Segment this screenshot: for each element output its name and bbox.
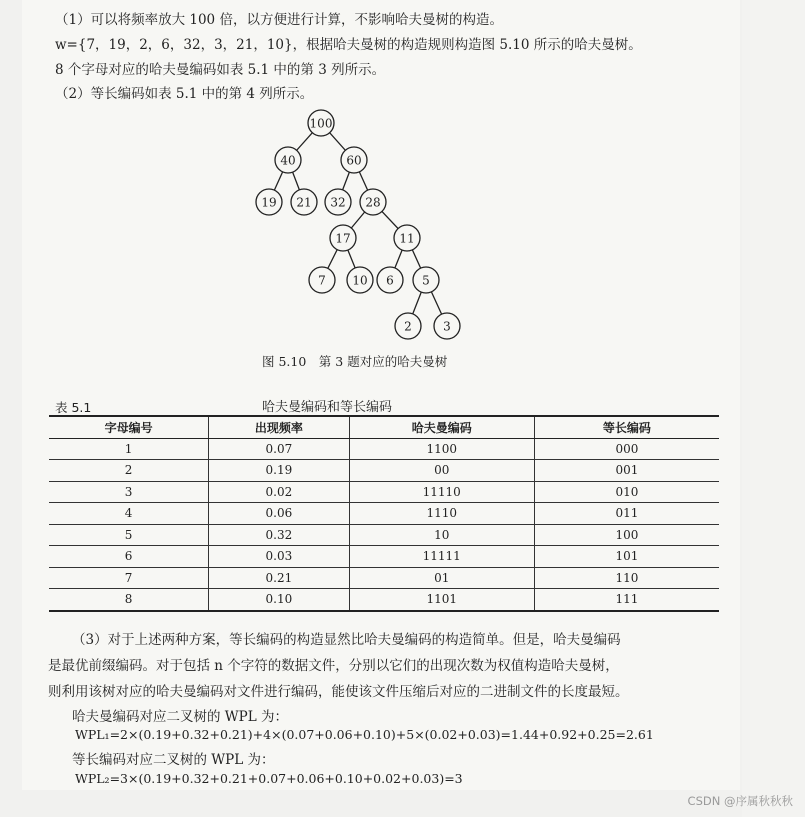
paragraph-1-line-2: w={7，19，2，6，32，3，21，10}，根据哈夫曼树的构造规则构造图 5.10 所示的哈夫曼树。 (55, 37, 642, 53)
tree-node-label: 17 (335, 231, 351, 246)
huffman-tree-svg (200, 108, 530, 348)
cell-huffman-code: 1100 (349, 438, 534, 460)
cell-letter-number: 5 (49, 524, 209, 546)
cell-huffman-code: 1101 (349, 589, 534, 611)
tree-node-label: 60 (346, 153, 362, 168)
cell-letter-number: 6 (49, 546, 209, 568)
tree-node-label: 28 (365, 195, 381, 210)
table-row (49, 524, 719, 546)
cell-letter-number: 8 (49, 589, 209, 611)
huffman-tree-figure (200, 108, 530, 348)
cell-fixed-length-code: 011 (534, 503, 719, 525)
cell-fixed-length-code: 101 (534, 546, 719, 568)
cell-huffman-code: 11111 (349, 546, 534, 568)
conclusion-line-2: 是最优前缀编码。对于包括 n 个字符的数据文件，分别以它们的出现次数为权值构造哈夫曼树， (48, 658, 619, 674)
cell-letter-number: 3 (49, 481, 209, 503)
wpl-huffman-formula: WPL₁=2×(0.19+0.32+0.21)+4×(0.07+0.06+0.10)+5×(0.02+0.03)=1.44+0.92+0.25=2.61 (75, 727, 654, 742)
cell-frequency: 0.07 (209, 438, 349, 460)
tree-node-label: 6 (386, 273, 394, 288)
cell-fixed-length-code: 010 (534, 481, 719, 503)
right-margin-strip (742, 0, 805, 817)
table-row (49, 438, 719, 460)
cell-frequency: 0.02 (209, 481, 349, 503)
tree-node-label: 10 (352, 273, 368, 288)
table-row (49, 503, 719, 525)
paragraph-1-line-1: （1）可以将频率放大 100 倍，以方便进行计算，不影响哈夫曼树的构造。 (55, 12, 503, 28)
encoding-table (49, 415, 719, 612)
cell-letter-number: 1 (49, 438, 209, 460)
table-row (49, 546, 719, 568)
cell-huffman-code: 10 (349, 524, 534, 546)
tree-node-label: 40 (280, 153, 296, 168)
wpl-fixed-formula: WPL₂=3×(0.19+0.32+0.21+0.07+0.06+0.10+0.02+0.03)=3 (75, 771, 463, 786)
header-fixed-length-code: 等长编码 (534, 416, 719, 438)
cell-frequency: 0.10 (209, 589, 349, 611)
table-row (49, 567, 719, 589)
paragraph-1-line-3: 8 个字母对应的哈夫曼编码如表 5.1 中的第 3 列所示。 (55, 62, 386, 78)
table-row (49, 481, 719, 503)
tree-node-label: 11 (399, 231, 415, 246)
header-frequency: 出现频率 (209, 416, 349, 438)
cell-fixed-length-code: 111 (534, 589, 719, 611)
conclusion-line-3: 则利用该树对应的哈夫曼编码对文件进行编码，能使该文件压缩后对应的二进制文件的长度最短。 (48, 684, 629, 700)
tree-node-label: 21 (296, 195, 312, 210)
table-row (49, 589, 719, 611)
cell-huffman-code: 11110 (349, 481, 534, 503)
csdn-watermark: CSDN @序属秋秋秋 (687, 794, 793, 808)
cell-frequency: 0.21 (209, 567, 349, 589)
tree-node-label: 32 (330, 195, 346, 210)
tree-node-label: 3 (443, 319, 451, 334)
cell-huffman-code: 01 (349, 567, 534, 589)
cell-huffman-code: 00 (349, 460, 534, 482)
cell-letter-number: 2 (49, 460, 209, 482)
cell-frequency: 0.19 (209, 460, 349, 482)
cell-letter-number: 7 (49, 567, 209, 589)
tree-node-label: 19 (261, 195, 277, 210)
table-label: 表 5.1 (55, 400, 92, 415)
table-row (49, 460, 719, 482)
cell-frequency: 0.32 (209, 524, 349, 546)
tree-node-label: 100 (309, 116, 333, 131)
conclusion-line-4: 哈夫曼编码对应二叉树的 WPL 为： (72, 709, 289, 725)
cell-fixed-length-code: 100 (534, 524, 719, 546)
tree-node-label: 7 (318, 273, 326, 288)
cell-frequency: 0.03 (209, 546, 349, 568)
paragraph-2-line-1: （2）等长编码如表 5.1 中的第 4 列所示。 (55, 86, 314, 102)
table-title: 哈夫曼编码和等长编码 (262, 400, 393, 415)
header-letter-number: 字母编号 (49, 416, 209, 438)
header-huffman-code: 哈夫曼编码 (349, 416, 534, 438)
cell-frequency: 0.06 (209, 503, 349, 525)
tree-node-label: 2 (404, 319, 412, 334)
figure-caption: 图 5.10 第 3 题对应的哈夫曼树 (262, 354, 448, 369)
cell-fixed-length-code: 001 (534, 460, 719, 482)
cell-huffman-code: 1110 (349, 503, 534, 525)
cell-fixed-length-code: 110 (534, 567, 719, 589)
conclusion-line-5: 等长编码对应二叉树的 WPL 为： (72, 752, 275, 768)
cell-fixed-length-code: 000 (534, 438, 719, 460)
cell-letter-number: 4 (49, 503, 209, 525)
conclusion-line-1: （3）对于上述两种方案，等长编码的构造显然比哈夫曼编码的构造简单。但是，哈夫曼编码 (72, 632, 621, 648)
tree-node-label: 5 (422, 273, 430, 288)
table-header-row (49, 416, 719, 438)
